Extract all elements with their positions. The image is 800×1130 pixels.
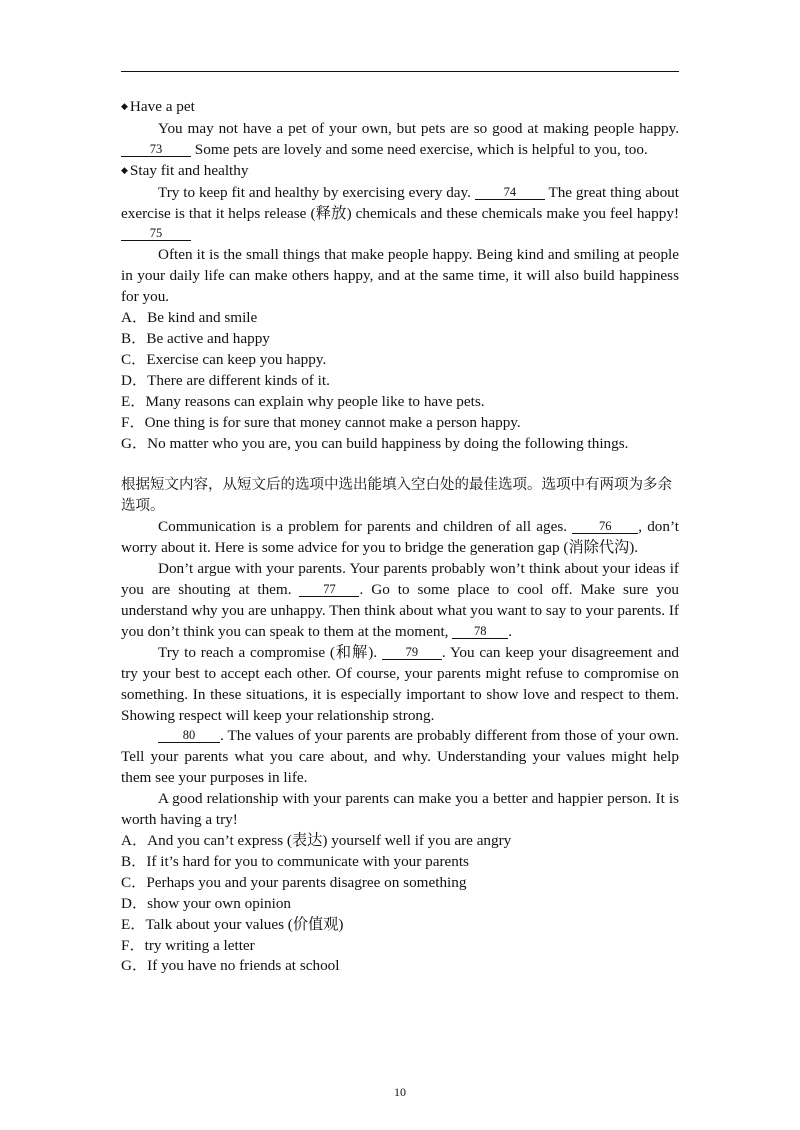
text-p4-b: . The values of your parents are probably different from those of your own. Tell your parents what you care about, and why. Understanding your values might help them see your purposes in life. [121, 727, 679, 787]
blank-73[interactable]: 73 [121, 142, 191, 157]
blank-76[interactable]: 76 [572, 519, 638, 534]
text-fit-a: Try to keep fit and healthy by exercising every day. [158, 183, 471, 201]
text-p1-a: Communication is a problem for parents and children of all ages. [158, 518, 568, 536]
document-body [121, 97, 679, 977]
paragraph-closing: Often it is the small things that make people happy. Being kind and smiling at people in your daily life can make others happy, and at the same time, it will also build happiness for you. [121, 246, 679, 306]
paragraph-pet [121, 119, 679, 161]
paragraph-communication [121, 517, 679, 559]
option-b-1: B．Be active and happy [121, 329, 270, 347]
blank-79[interactable]: 79 [382, 645, 442, 660]
heading-have-a-pet: ◆ Have a pet [121, 97, 679, 119]
option-e-2: E．Talk about your values (价值观) [121, 915, 344, 933]
paragraph-dont-argue [121, 559, 679, 643]
paragraph-compromise [121, 643, 679, 727]
paragraph-values [121, 726, 679, 789]
text-p1-b: , don’t worry about it. Here is some advice for you to bridge the generation gap (消除代沟). [121, 518, 679, 557]
option-f-1: F．One thing is for sure that money cannot make a person happy. [121, 413, 521, 431]
blank-77[interactable]: 77 [299, 582, 359, 597]
option-d-1: D．There are different kinds of it. [121, 371, 330, 389]
text-p2-c: . [508, 622, 513, 640]
option-e-1: E．Many reasons can explain why people like to have pets. [121, 392, 485, 410]
blank-75[interactable]: 75 [121, 226, 191, 241]
option-d-2: D．show your own opinion [121, 894, 292, 912]
paragraph-relationship: A good relationship with your parents can make you a better and happier person. It is worth having a try! [121, 790, 679, 829]
blank-74[interactable]: 74 [475, 185, 545, 200]
text-pet-b: Some pets are lovely and some need exercise, which is helpful to you, too. [194, 140, 648, 158]
text-p3-b: . You can keep your disagreement and try your best to accept each other. Of course, your parents might refuse to compromise on something. In these situations, it is especially important to show love and respect to them. Showing respect will keep your relationship strong. [121, 643, 680, 724]
text-p2-b: . Go to some place to cool off. Make sure you understand why you are unhappy. Then think about what you want to say to your parents. If you don’t think you can speak to them at the moment, [121, 581, 680, 640]
option-a-1: A．Be kind and smile [121, 309, 258, 327]
paragraph-fit [121, 183, 679, 246]
option-f-2: F．try writing a letter [121, 936, 255, 954]
header-rule [121, 71, 679, 72]
blank-80[interactable]: 80 [158, 728, 220, 743]
option-g-2: G．If you have no friends at school [121, 957, 340, 975]
heading-stay-fit: ◆ Stay fit and healthy [121, 161, 679, 183]
blank-78[interactable]: 78 [452, 624, 508, 639]
text-fit-b: The great thing about exercise is that it helps release (释放) chemicals and these chemicals make you feel happy! [121, 183, 679, 222]
option-a-2: A．And you can’t express (表达) yourself well if you are angry [121, 832, 512, 849]
option-g-1: G．No matter who you are, you can build happiness by doing the following things. [121, 434, 629, 452]
text-pet-a: You may not have a pet of your own, but pets are so good at making people happy. [158, 119, 679, 137]
page-number: 10 [394, 1085, 406, 1099]
text-p3-a: Try to reach a compromise (和解). [158, 643, 378, 661]
instructions: 根据短文内容，从短文后的选项中选出能填入空白处的最佳选项。选项中有两项为多余选项。 [121, 477, 672, 515]
section-gap [121, 454, 679, 475]
option-b-2: B．If it’s hard for you to communicate with your parents [121, 852, 469, 870]
option-c-2: C．Perhaps you and your parents disagree on something [121, 873, 467, 891]
text-p2-a: Don’t argue with your parents. Your parents probably won’t think about your ideas if you are shouting at them. [121, 560, 679, 599]
option-c-1: C．Exercise can keep you happy. [121, 350, 327, 368]
